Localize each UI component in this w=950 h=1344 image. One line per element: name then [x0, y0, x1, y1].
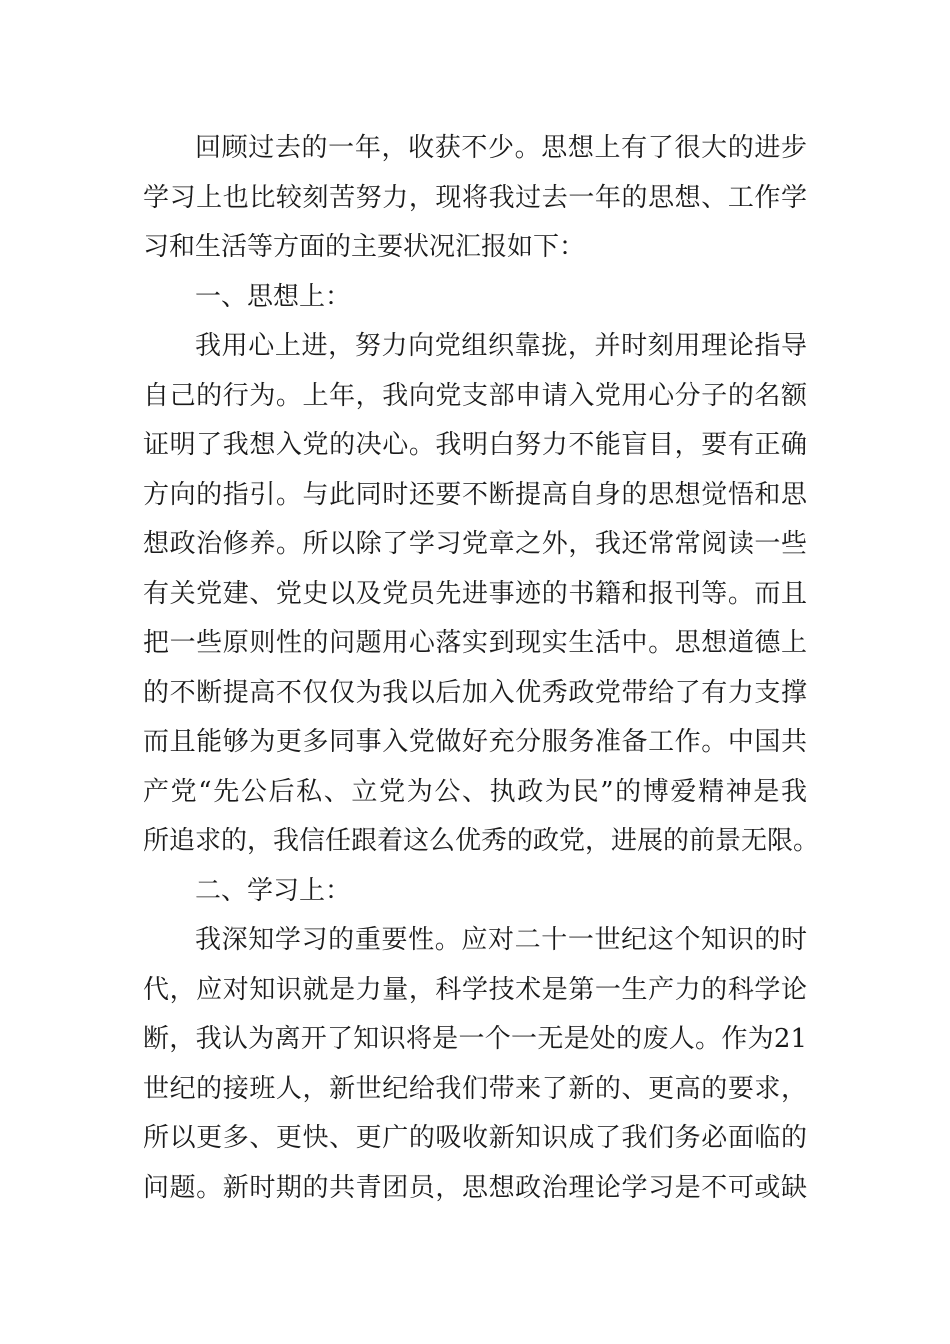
section-heading-thought: 一、思想上：	[195, 281, 352, 312]
section-heading-study: 二、学习上：	[195, 875, 352, 906]
document-body	[143, 124, 820, 1213]
text-line: 想政治修养。所以除了学习党章之外，我还常常阅读一些	[143, 529, 807, 559]
text-line: 我用心上进，努力向党组织靠拢，并时刻用理论指导	[195, 331, 807, 361]
text-line: 回顾过去的一年，收获不少。思想上有了很大的进步	[195, 133, 807, 163]
text-line: 代，应对知识就是力量，科学技术是第一生产力的科学论	[143, 974, 807, 1005]
text-line: 断，我认为离开了知识将是一个一无是处的废人。作为21	[143, 1024, 807, 1054]
text-line: 学习上也比较刻苦努力，现将我过去一年的思想、工作学	[143, 182, 807, 213]
text-line: 有关党建、党史以及党员先进事迹的书籍和报刊等。而且	[143, 578, 807, 609]
text-line: 而且能够为更多同事入党做好充分服务准备工作。中国共	[143, 727, 807, 757]
text-line: 自己的行为。上年，我向党支部申请入党用心分子的名额	[143, 380, 807, 411]
text-line: 世纪的接班人，新世纪给我们带来了新的、更高的要求，	[143, 1073, 807, 1104]
text-line: 方向的指引。与此同时还要不断提高自身的思想觉悟和思	[143, 479, 807, 510]
text-line: 证明了我想入党的决心。我明白努力不能盲目，要有正确	[143, 430, 807, 460]
text-line: 所以更多、更快、更广的吸收新知识成了我们务必面临的	[143, 1123, 807, 1153]
text-line: 我深知学习的重要性。应对二十一世纪这个知识的时	[195, 925, 807, 955]
text-line: 所追求的，我信任跟着这么优秀的政党，进展的前景无限。	[143, 826, 820, 856]
text-line: 习和生活等方面的主要状况汇报如下：	[143, 232, 586, 262]
text-line: 问题。新时期的共青团员，思想政治理论学习是不可或缺	[143, 1172, 807, 1203]
text-line: 产党“先公后私、立党为公、执政为民”的博爱精神是我	[143, 776, 807, 807]
text-line: 把一些原则性的问题用心落实到现实生活中。思想道德上	[143, 628, 807, 658]
text-line: 的不断提高不仅仅为我以后加入优秀政党带给了有力支撑	[143, 677, 807, 708]
